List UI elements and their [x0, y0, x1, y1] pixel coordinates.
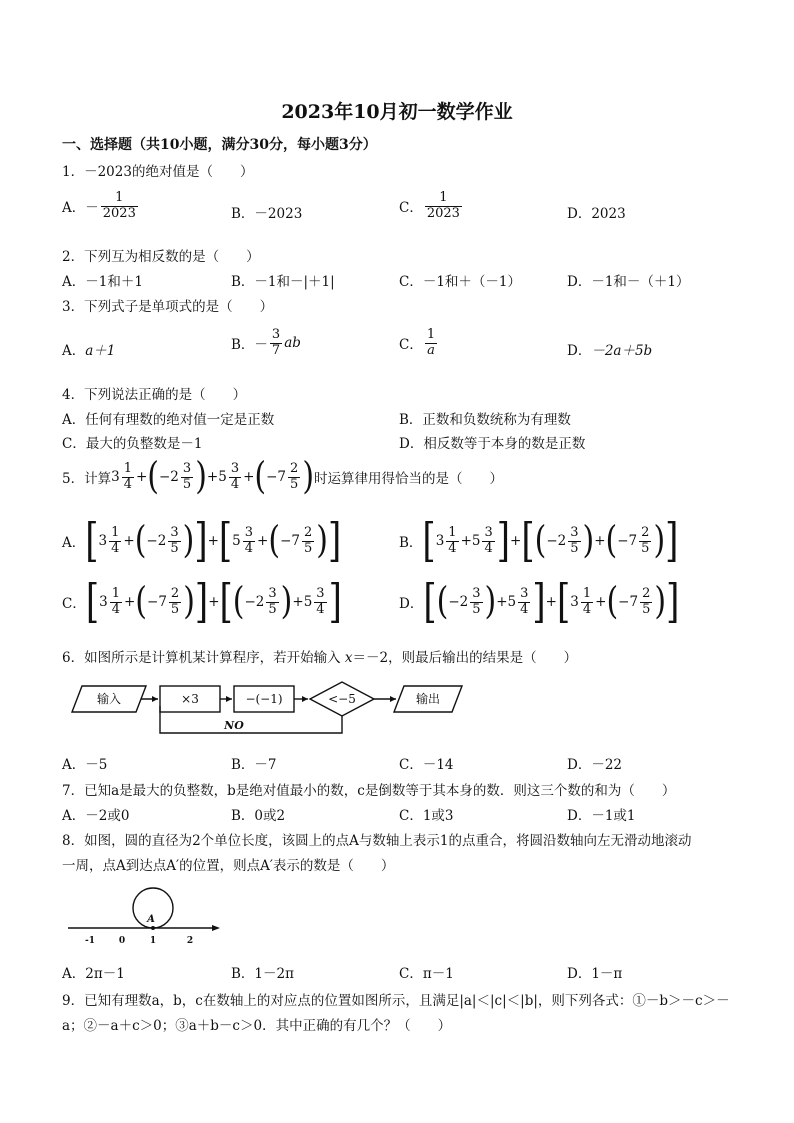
- q7-stem: 7．已知a是最大的负整数，b是绝对值最小的数，c是倒数等于其本身的数．则这三个数的和为（ ）: [62, 783, 676, 799]
- q7-option-b: B．0或2: [231, 808, 286, 824]
- q5-option-a: A． [ 3 $\frac{1}{4}$ + ( −2 $\frac{3}{5}$ ) ] + [ 5 $\frac{3}{4}$ + ( −7 $\frac{2}{5}$ ) ]: [62, 514, 342, 568]
- q7-option-d: D．－1或1: [567, 808, 636, 824]
- number-line-arrow: [212, 925, 220, 931]
- q1-option-b: B．－2023: [231, 206, 303, 222]
- flowchart-figure: [64, 676, 474, 738]
- q3-option-c: C． $\frac{1}{a}$: [399, 327, 436, 358]
- number-line-figure: [64, 880, 224, 952]
- q2-stem: 2．下列互为相反数的是（ ）: [62, 249, 260, 265]
- q3-option-b: B． － $\frac{3}{7}$ ab: [231, 327, 301, 358]
- q6-stem: 6．如图所示是计算机某计算程序，若开始输入 x＝－2，则最后输出的结果是（ ）: [62, 650, 578, 666]
- q5-option-c: C． [ 3 $\frac{1}{4}$ + ( −7 $\frac{2}{5}$ ) ] + [ ( −2 $\frac{3}{5}$ ) + 5 $\frac{3}{4}$ ]: [62, 575, 342, 629]
- q4-stem: 4．下列说法正确的是（ ）: [62, 387, 247, 403]
- flow-output-label: 输出: [415, 692, 441, 706]
- q2-option-d: D．－1和－（＋1）: [567, 274, 690, 290]
- flow-minus-label: −(−1): [245, 692, 283, 706]
- q1-option-a: A． － $\frac{1}{2023}$: [62, 190, 136, 221]
- axis-tick-label: -1: [85, 936, 95, 946]
- q5-stem: 5．计算 3 $\frac{1}{4}$ + ( −2 $\frac{3}{5}$ ) + 5 $\frac{3}{4}$ + ( −7 $\frac{2}{5}$ ) 时运算律用得恰当的是（ ）: [62, 454, 504, 499]
- q4-option-b: B．正数和负数统称为有理数: [399, 412, 571, 428]
- q8-stem-line1: 8．如图，圆的直径为2个单位长度，该圆上的点A与数轴上表示1的点重合，将圆沿数轴向左无滑动地滚动: [62, 833, 692, 849]
- flow-no-label: NO: [224, 719, 244, 732]
- q7-option-a: A．－2或0: [62, 808, 130, 824]
- q6-option-a: A．－5: [62, 757, 108, 773]
- q2-option-b: B．－1和－|＋1|: [231, 274, 335, 290]
- q1-option-d: D．2023: [567, 206, 626, 222]
- page-title: 2023年10月初一数学作业: [281, 101, 513, 123]
- q4-option-c: C．最大的负整数是－1: [62, 436, 203, 452]
- q1-option-c: C． $\frac{1}{2023}$: [399, 190, 460, 221]
- q3-option-d: D．－2a＋5b: [567, 343, 653, 359]
- q4-option-a: A．任何有理数的绝对值一定是正数: [62, 412, 275, 428]
- q8-stem-line2: 一周，点A到达点A′的位置，则点A′表示的数是（ ）: [62, 858, 395, 874]
- axis-tick-label: 2: [186, 936, 194, 946]
- q8-option-b: B．1－2π: [231, 966, 294, 982]
- flow-times3-label: ×3: [181, 692, 199, 706]
- q2-option-c: C．－1和＋（－1）: [399, 274, 522, 290]
- q5-option-d: D． [ ( −2 $\frac{3}{5}$ ) + 5 $\frac{3}{4}$ ] + [ 3 $\frac{1}{4}$ + ( −7 $\frac{2}{5}$ ) ]: [399, 575, 680, 629]
- point-a-label: A: [147, 914, 155, 925]
- q1-stem: 1．－2023的绝对值是（ ）: [62, 164, 254, 180]
- flow-input-label: 输入: [96, 692, 122, 706]
- section-heading: 一、选择题（共10小题，满分30分，每小题3分）: [62, 137, 377, 153]
- q4-option-d: D．相反数等于本身的数是正数: [399, 436, 586, 452]
- axis-tick-label: 1: [149, 936, 157, 946]
- q9-stem-line2: a；②－a＋c＞0；③a＋b－c＞0．其中正确的有几个？（ ）: [62, 1018, 452, 1034]
- q8-option-a: A．2π－1: [62, 966, 125, 982]
- q6-option-b: B．－7: [231, 757, 277, 773]
- q8-option-c: C．π－1: [399, 966, 454, 982]
- flow-condition-label: <−5: [328, 692, 356, 706]
- axis-tick-label: 0: [118, 936, 126, 946]
- q6-option-c: C．－14: [399, 757, 454, 773]
- q6-option-d: D．－22: [567, 757, 623, 773]
- q8-option-d: D．1－π: [567, 966, 623, 982]
- q7-option-c: C．1或3: [399, 808, 454, 824]
- q3-stem: 3．下列式子是单项式的是（ ）: [62, 299, 274, 315]
- q3-option-a: A．a＋1: [62, 343, 116, 359]
- q9-stem-line1: 9．已知有理数a，b，c在数轴上的对应点的位置如图所示，且满足|a|＜|c|＜|b|，则下列各式：①－b＞－c＞－: [62, 993, 730, 1009]
- point-a-dot: [151, 926, 155, 930]
- q2-option-a: A．－1和＋1: [62, 274, 143, 290]
- q5-option-b: B． [ 3 $\frac{1}{4}$ + 5 $\frac{3}{4}$ ] + [ ( −2 $\frac{3}{5}$ ) + ( −7 $\frac{2}{5}$ ) ]: [399, 514, 679, 568]
